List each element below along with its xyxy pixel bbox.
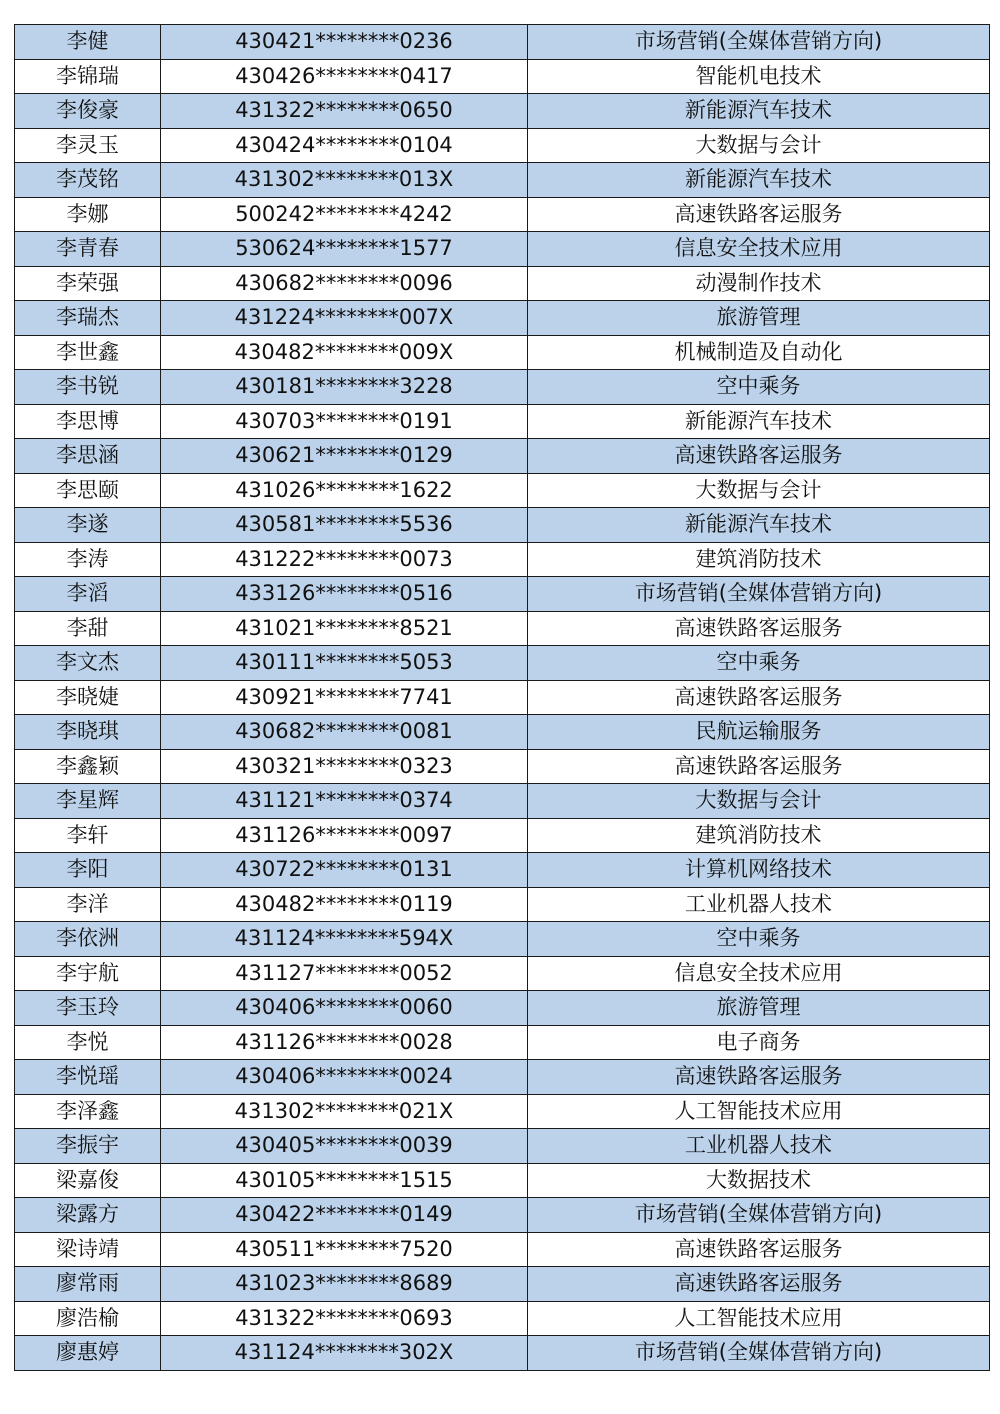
student-name-cell: 李思颐 [15, 473, 161, 508]
student-name-cell: 梁露方 [15, 1198, 161, 1233]
id-number-cell: 430426********0417 [161, 59, 528, 94]
major-cell: 高速铁路客运服务 [528, 1060, 990, 1095]
student-name-cell: 李娜 [15, 197, 161, 232]
table-row [15, 232, 990, 267]
table-row [15, 94, 990, 129]
student-name-cell: 李星辉 [15, 784, 161, 819]
student-name-cell: 李晓琪 [15, 715, 161, 750]
major-cell: 新能源汽车技术 [528, 163, 990, 198]
id-number-cell: 430405********0039 [161, 1129, 528, 1164]
major-cell: 人工智能技术应用 [528, 1094, 990, 1129]
student-name-cell: 李世鑫 [15, 335, 161, 370]
student-name-cell: 李青春 [15, 232, 161, 267]
student-name-cell: 李玉玲 [15, 991, 161, 1026]
table-row [15, 956, 990, 991]
id-number-cell: 430406********0024 [161, 1060, 528, 1095]
student-name-cell: 梁诗靖 [15, 1232, 161, 1267]
id-number-cell: 430722********0131 [161, 853, 528, 888]
id-number-cell: 431126********0097 [161, 818, 528, 853]
table-row [15, 577, 990, 612]
student-name-cell: 李文杰 [15, 646, 161, 681]
id-number-cell: 500242********4242 [161, 197, 528, 232]
major-cell: 信息安全技术应用 [528, 956, 990, 991]
id-number-cell: 431126********0028 [161, 1025, 528, 1060]
roster-page [14, 24, 989, 1371]
major-cell: 高速铁路客运服务 [528, 1232, 990, 1267]
id-number-cell: 431124********594X [161, 922, 528, 957]
id-number-cell: 431322********0650 [161, 94, 528, 129]
table-row [15, 197, 990, 232]
student-name-cell: 梁嘉俊 [15, 1163, 161, 1198]
major-cell: 机械制造及自动化 [528, 335, 990, 370]
id-number-cell: 530624********1577 [161, 232, 528, 267]
student-name-cell: 李滔 [15, 577, 161, 612]
table-row [15, 1094, 990, 1129]
student-name-cell: 李荣强 [15, 266, 161, 301]
major-cell: 大数据与会计 [528, 473, 990, 508]
major-cell: 大数据与会计 [528, 128, 990, 163]
student-table-body [15, 25, 990, 1371]
major-cell: 民航运输服务 [528, 715, 990, 750]
table-row [15, 887, 990, 922]
id-number-cell: 430482********0119 [161, 887, 528, 922]
major-cell: 高速铁路客运服务 [528, 197, 990, 232]
table-row [15, 25, 990, 60]
id-number-cell: 430621********0129 [161, 439, 528, 474]
student-name-cell: 李瑞杰 [15, 301, 161, 336]
major-cell: 高速铁路客运服务 [528, 611, 990, 646]
table-row [15, 818, 990, 853]
id-number-cell: 430421********0236 [161, 25, 528, 60]
major-cell: 空中乘务 [528, 646, 990, 681]
student-name-cell: 李悦瑶 [15, 1060, 161, 1095]
table-row [15, 1025, 990, 1060]
table-row [15, 542, 990, 577]
id-number-cell: 431021********8521 [161, 611, 528, 646]
student-name-cell: 廖常雨 [15, 1267, 161, 1302]
table-row [15, 1198, 990, 1233]
major-cell: 空中乘务 [528, 370, 990, 405]
table-row [15, 749, 990, 784]
major-cell: 建筑消防技术 [528, 818, 990, 853]
student-name-cell: 李晓婕 [15, 680, 161, 715]
table-row [15, 853, 990, 888]
id-number-cell: 431224********007X [161, 301, 528, 336]
student-name-cell: 廖浩榆 [15, 1301, 161, 1336]
table-row [15, 128, 990, 163]
id-number-cell: 430424********0104 [161, 128, 528, 163]
major-cell: 人工智能技术应用 [528, 1301, 990, 1336]
major-cell: 大数据与会计 [528, 784, 990, 819]
student-name-cell: 李锦瑞 [15, 59, 161, 94]
student-name-cell: 廖惠婷 [15, 1336, 161, 1371]
student-name-cell: 李思涵 [15, 439, 161, 474]
student-name-cell: 李思博 [15, 404, 161, 439]
table-row [15, 646, 990, 681]
table-row [15, 922, 990, 957]
student-name-cell: 李甜 [15, 611, 161, 646]
table-row [15, 680, 990, 715]
student-table [14, 24, 990, 1371]
id-number-cell: 430682********0081 [161, 715, 528, 750]
student-name-cell: 李泽鑫 [15, 1094, 161, 1129]
major-cell: 电子商务 [528, 1025, 990, 1060]
major-cell: 建筑消防技术 [528, 542, 990, 577]
table-row [15, 59, 990, 94]
table-row [15, 1163, 990, 1198]
id-number-cell: 430422********0149 [161, 1198, 528, 1233]
table-row [15, 1301, 990, 1336]
table-row [15, 301, 990, 336]
major-cell: 空中乘务 [528, 922, 990, 957]
id-number-cell: 430105********1515 [161, 1163, 528, 1198]
student-name-cell: 李涛 [15, 542, 161, 577]
major-cell: 高速铁路客运服务 [528, 680, 990, 715]
major-cell: 高速铁路客运服务 [528, 749, 990, 784]
id-number-cell: 430511********7520 [161, 1232, 528, 1267]
id-number-cell: 430482********009X [161, 335, 528, 370]
id-number-cell: 431222********0073 [161, 542, 528, 577]
student-name-cell: 李灵玉 [15, 128, 161, 163]
table-row [15, 404, 990, 439]
student-name-cell: 李鑫颖 [15, 749, 161, 784]
id-number-cell: 431302********021X [161, 1094, 528, 1129]
id-number-cell: 433126********0516 [161, 577, 528, 612]
id-number-cell: 431124********302X [161, 1336, 528, 1371]
major-cell: 高速铁路客运服务 [528, 439, 990, 474]
student-name-cell: 李书锐 [15, 370, 161, 405]
table-row [15, 1060, 990, 1095]
student-name-cell: 李茂铭 [15, 163, 161, 198]
id-number-cell: 431127********0052 [161, 956, 528, 991]
student-name-cell: 李健 [15, 25, 161, 60]
id-number-cell: 431121********0374 [161, 784, 528, 819]
major-cell: 新能源汽车技术 [528, 404, 990, 439]
student-name-cell: 李洋 [15, 887, 161, 922]
major-cell: 旅游管理 [528, 301, 990, 336]
id-number-cell: 430682********0096 [161, 266, 528, 301]
student-name-cell: 李振宇 [15, 1129, 161, 1164]
student-name-cell: 李宇航 [15, 956, 161, 991]
table-row [15, 370, 990, 405]
major-cell: 动漫制作技术 [528, 266, 990, 301]
id-number-cell: 431023********8689 [161, 1267, 528, 1302]
table-row [15, 335, 990, 370]
table-row [15, 163, 990, 198]
table-row [15, 473, 990, 508]
major-cell: 新能源汽车技术 [528, 508, 990, 543]
student-name-cell: 李阳 [15, 853, 161, 888]
id-number-cell: 431302********013X [161, 163, 528, 198]
table-row [15, 1129, 990, 1164]
major-cell: 新能源汽车技术 [528, 94, 990, 129]
major-cell: 市场营销(全媒体营销方向) [528, 1336, 990, 1371]
major-cell: 大数据技术 [528, 1163, 990, 1198]
major-cell: 市场营销(全媒体营销方向) [528, 25, 990, 60]
id-number-cell: 430581********5536 [161, 508, 528, 543]
id-number-cell: 430181********3228 [161, 370, 528, 405]
id-number-cell: 430406********0060 [161, 991, 528, 1026]
id-number-cell: 430703********0191 [161, 404, 528, 439]
student-name-cell: 李俊豪 [15, 94, 161, 129]
table-row [15, 1336, 990, 1371]
major-cell: 计算机网络技术 [528, 853, 990, 888]
table-row [15, 1232, 990, 1267]
table-row [15, 439, 990, 474]
major-cell: 信息安全技术应用 [528, 232, 990, 267]
table-row [15, 1267, 990, 1302]
table-row [15, 508, 990, 543]
table-row [15, 715, 990, 750]
id-number-cell: 430111********5053 [161, 646, 528, 681]
major-cell: 工业机器人技术 [528, 1129, 990, 1164]
id-number-cell: 431026********1622 [161, 473, 528, 508]
major-cell: 旅游管理 [528, 991, 990, 1026]
id-number-cell: 430921********7741 [161, 680, 528, 715]
student-name-cell: 李遂 [15, 508, 161, 543]
major-cell: 工业机器人技术 [528, 887, 990, 922]
major-cell: 高速铁路客运服务 [528, 1267, 990, 1302]
major-cell: 市场营销(全媒体营销方向) [528, 1198, 990, 1233]
student-name-cell: 李依洲 [15, 922, 161, 957]
student-name-cell: 李轩 [15, 818, 161, 853]
table-row [15, 784, 990, 819]
major-cell: 智能机电技术 [528, 59, 990, 94]
id-number-cell: 430321********0323 [161, 749, 528, 784]
id-number-cell: 431322********0693 [161, 1301, 528, 1336]
table-row [15, 266, 990, 301]
table-row [15, 611, 990, 646]
major-cell: 市场营销(全媒体营销方向) [528, 577, 990, 612]
student-name-cell: 李悦 [15, 1025, 161, 1060]
table-row [15, 991, 990, 1026]
